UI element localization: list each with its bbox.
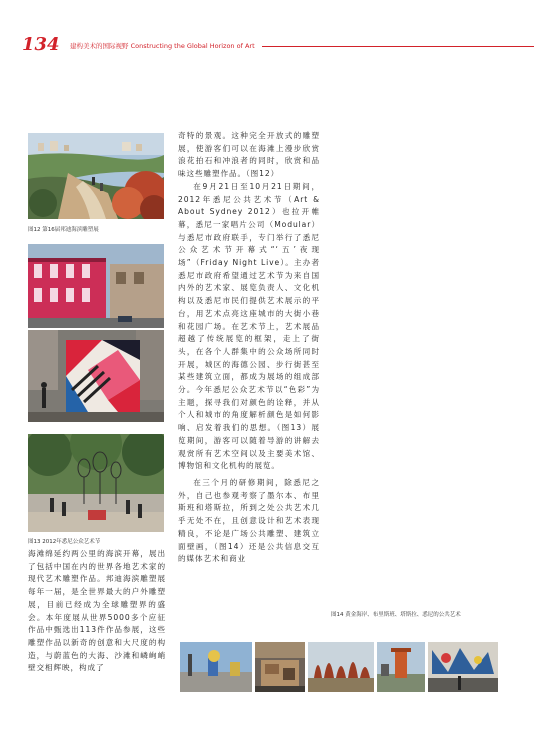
right-paragraph-1: 奇特的景观。这种完全开放式的雕塑展，使游客们可以在海滩上漫步欣赏浪花拍石和冲浪者的同时，欣赏和品味这些雕塑作品。（图12）	[178, 131, 320, 179]
figure-12-caption: 图12 第16届邦迪海滨雕塑展	[28, 227, 99, 233]
header-rule	[262, 46, 534, 47]
page-header	[22, 36, 534, 56]
figure-14-photo-3	[308, 642, 374, 692]
figure-12-photo	[28, 133, 164, 219]
left-paragraph-1: 海滩绵延约两公里的海滨开幕，展出了包括中国在内的世界各地艺术家的现代艺术雕塑作品。邦迪海滨雕塑展每年一届，是全世界最大的户外雕塑展，目前已经成为全球雕塑界的盛会。本年度展从世界5000多个应征作品中甄选出113件作品参展，这些雕塑作品以新奇的创意和大尺度的构造，与蔚蓝色的大海、沙滩和嶙峋峭壁交相辉映，构成了	[28, 549, 166, 673]
right-paragraph-2: 在9月21日至10月21日期间，2012年悉尼公共艺术节（Art & About Sydney 2012）也拉开帷幕，悉尼一家唱片公司（Modular）与悉尼市政府联手，专门举行了悉尼公众艺术节开幕式“‘五’夜现场”（Friday Night Live）。主办者悉尼市政府希望通过艺术节为来自国内外的艺术家、展览负责人、文化机构以及悉尼市民们提供艺术展示的平台，用艺术点亮这座城市的大街小巷和花园广场。在艺术节上，艺术展品超越了传统展览的框架，走上了街头，在各个人群集中的公众场所同时开展，城区的海德公园、步行街甚至某些建筑立面，都成为展场的组成部分。今年悉尼公众艺术节以“色彩”为主题，探寻我们对颜色的诠释，并从个人和城市的角度解析颜色是如何影响、启发着我们的思想。（图13）展览期间，游客可以随着导游的讲解去观赏所有艺术空间以及主要美术馆、博物馆和文化机构的展览。	[178, 181, 320, 471]
figure-14-photo-2	[255, 642, 305, 692]
figure-13-caption: 图13 2012年悉尼公众艺术节	[28, 539, 101, 545]
figure-13-photo-pattern	[28, 330, 164, 422]
running-title: 建构美术的国际视野 Constructing the Global Horizon of Art	[70, 42, 255, 50]
page-number: 134	[22, 34, 60, 55]
figure-14-photo-4	[377, 642, 425, 692]
right-paragraph-3: 在三个月的研修期间，除悉尼之外，自己也参观考察了墨尔本、布里斯班和塔斯拉，所到之处公共艺术几乎无处不在，且创意设计和艺术表现精良，不论是广场公共雕塑、建筑立面壁画，（图14）还是公共信息交互的媒体艺术和商业	[178, 477, 320, 564]
figure-14-photo-5	[428, 642, 498, 692]
figure-13-photo-building	[28, 244, 164, 328]
left-text-column	[28, 548, 166, 675]
figure-14-photo-1	[180, 642, 252, 692]
figure-13-photo-park	[28, 434, 164, 532]
figure-14-caption: 图14 黄金海岸、布里斯班、塔斯拉、悉尼的公共艺术	[331, 612, 461, 618]
right-text-column	[178, 130, 320, 566]
